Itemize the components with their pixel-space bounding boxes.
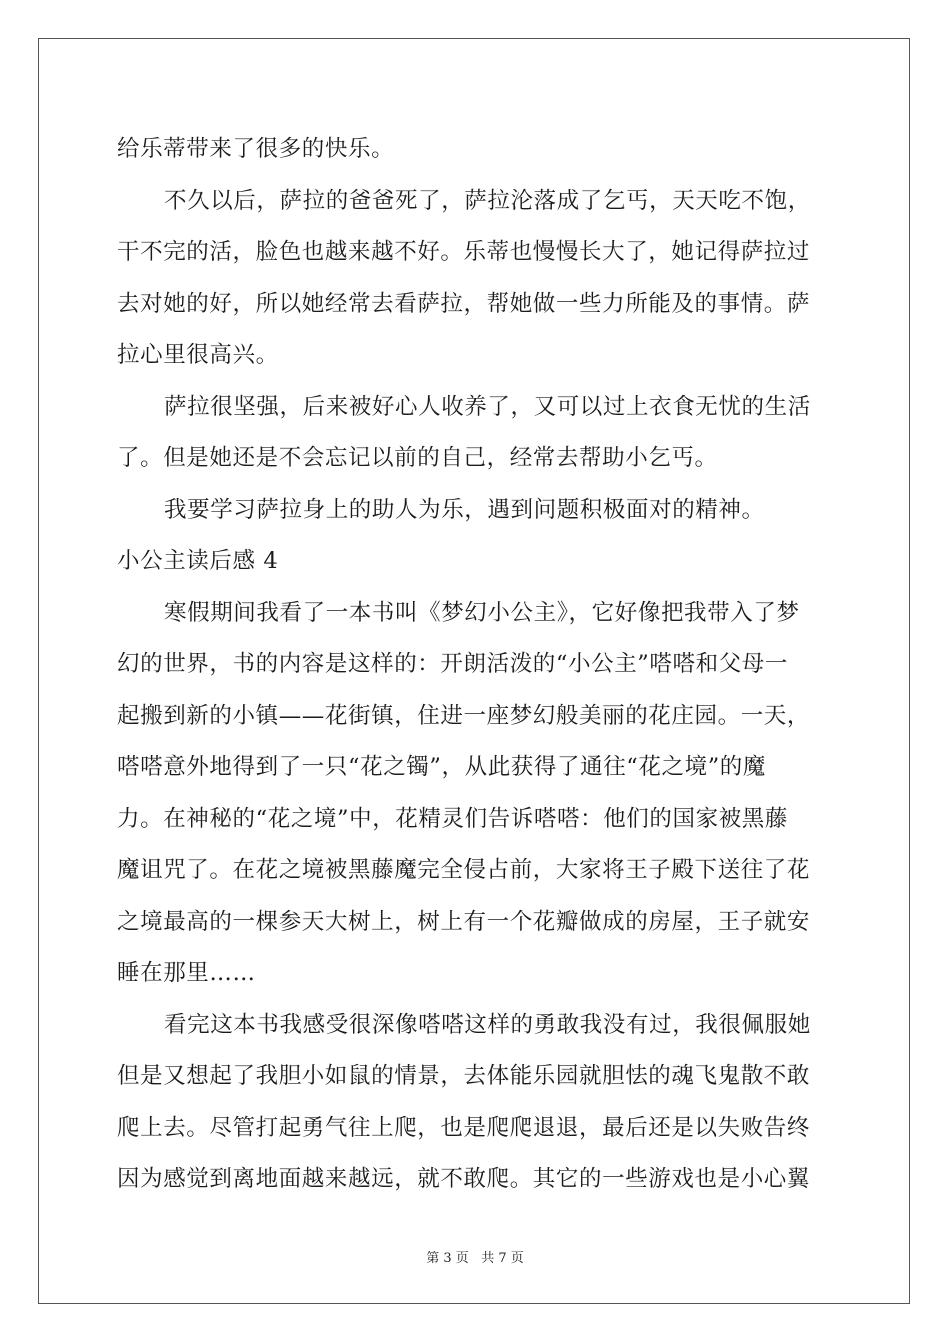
text-line: 起搬到新的小镇——花街镇，住进一座梦幻般美丽的花庄园。一天，: [117, 702, 811, 729]
page-number: 第 3 页: [426, 1251, 469, 1266]
text-line: 睡在那里……: [117, 960, 256, 986]
text-line: 魔诅咒了。在花之境被黑藤魔完全侵占前，大家将王子殿下送往了花: [117, 857, 811, 883]
section-heading: 小公主读后感 4: [117, 548, 279, 574]
text-line: 不久以后，萨拉的爸爸死了，萨拉沦落成了乞丐，天天吃不饱，: [164, 187, 811, 214]
text-line: 之境最高的一棵参天大树上，树上有一个花瓣做成的房屋，王子就安: [117, 908, 811, 935]
text-line: 给乐蒂带来了很多的快乐。: [117, 136, 395, 162]
text-line: 力。在神秘的“花之境”中，花精灵们告诉嗒嗒：他们的国家被黑藤: [117, 805, 789, 832]
text-line: 我要学习萨拉身上的助人为乐，遇到问题积极面对的精神。: [164, 496, 765, 523]
text-line: 拉心里很高兴。: [117, 342, 279, 368]
text-line: 寒假期间我看了一本书叫《梦幻小公主》，它好像把我带入了梦: [164, 599, 800, 626]
text-line: 了。但是她还是不会忘记以前的自己，经常去帮助小乞丐。: [117, 445, 718, 471]
text-line: 干不完的活，脸色也越来越不好。乐蒂也慢慢长大了，她记得萨拉过: [117, 239, 811, 265]
text-line: 嗒嗒意外地得到了一只“花之镯”，从此获得了通往“花之境”的魔: [117, 754, 767, 780]
text-line: 因为感觉到离地面越来越远，就不敢爬。其它的一些游戏也是小心翼: [117, 1166, 811, 1192]
text-line: 爬上去。尽管打起勇气往上爬，也是爬爬退退，最后还是以失败告终: [117, 1114, 811, 1141]
text-line: 去对她的好，所以她经常去看萨拉，帮她做一些力所能及的事情。萨: [117, 290, 811, 317]
document-body: [117, 124, 833, 1206]
text-line: 幻的世界，书的内容是这样的：开朗活泼的“小公主”嗒嗒和父母一: [117, 651, 789, 677]
page-total: 共 7 页: [481, 1251, 524, 1266]
text-line: 看完这本书我感受很深像嗒嗒这样的勇敢我没有过，我很佩服她: [164, 1011, 811, 1038]
text-line: 但是又想起了我胆小如鼠的情景，去体能乐园就胆怯的魂飞鬼散不敢: [117, 1063, 811, 1089]
page-footer: [0, 1247, 950, 1266]
text-line: 萨拉很坚强，后来被好心人收养了，又可以过上衣食无忧的生活: [164, 393, 811, 420]
